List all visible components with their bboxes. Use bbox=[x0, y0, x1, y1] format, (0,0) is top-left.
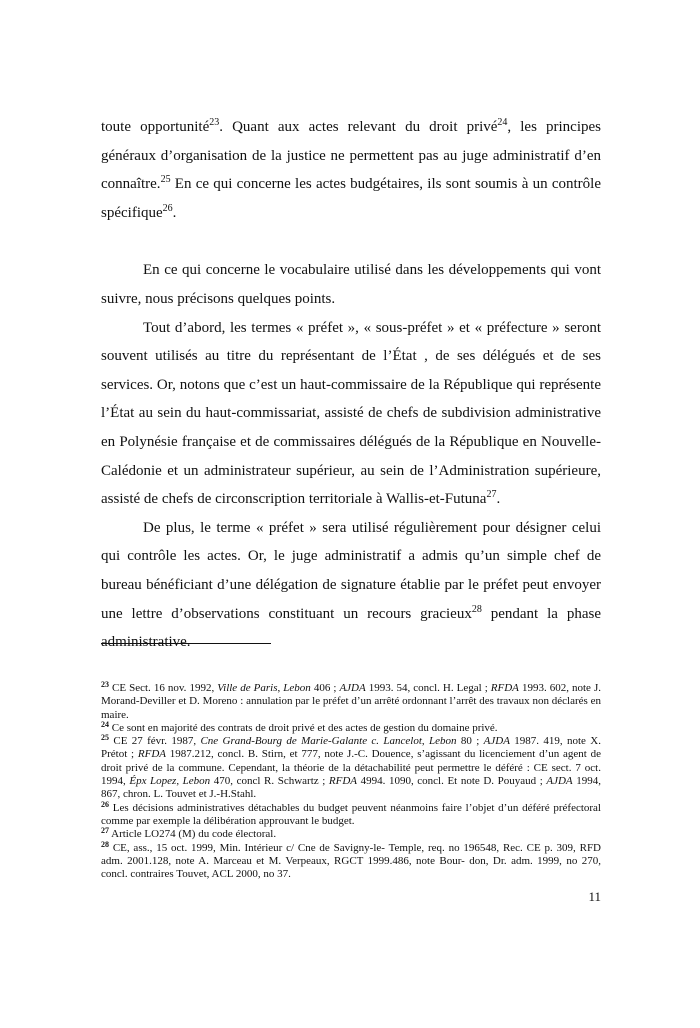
footnote-number: 28 bbox=[101, 839, 109, 849]
main-text bbox=[101, 113, 601, 657]
footnote-ref-25[interactable]: 25 bbox=[160, 174, 171, 186]
footnote-28: $^{28}$ CE, ass., 15 oct. 1999, Min. Intérieur c/ Cne de Savigny-le- Temple, req. no 196548, Rec. CE p. 309, RFD adm. 2001.128, note A. Marceau et M. Verpeaux, RGCT 1999.486, note Bour- don, Dr. adm. 1999, no 270, concl. contraires Touvet, ACL 2000, no 37. bbox=[101, 839, 601, 881]
footnote-number: 26 bbox=[101, 799, 109, 809]
footnote-ref-28[interactable]: 28 bbox=[471, 603, 482, 615]
footnote-number: 27 bbox=[101, 826, 109, 836]
footnote-24: $^{24}$ Ce sont en majorité des contrats de droit privé et des actes de gestion du domaine privé. bbox=[101, 719, 498, 734]
paragraph-4: De plus, le terme « préfet » sera utilisé régulièrement pour désigner celui qui contrôle les actes. Or, le juge administratif a admis qu’un simple chef de bureau bénéficiant d’une délégation de signature établie par le préfet peut envoyer une lettre d’observations constituant un recours gracieux$^{28}$ pendant la phase administrative. bbox=[101, 519, 602, 651]
footnote-25: $^{25}$ CE 27 févr. 1987, Cne Grand-Bourg de Marie-Galante c. Lancelot, Lebon 80 ; AJDA 1987. 419, note X. Prétot ; RFDA 1987.212, concl. B. Stirn, et 777, note J.-C. Douence, s’agissant du licenciement d’un agent de droit privé de la commune. Cependant, la théorie de la détachabilité peut permettre le déféré : CE sect. 7 oct. 1994, Épx Lopez, Lebon 470, concl R. Schwartz ; RFDA 4994. 1090, concl. Et note D. Pouyaud ; AJDA 1994, 867, chron. L. Touvet et J.-H.Stahl. bbox=[101, 733, 601, 801]
page-number: 11 bbox=[588, 889, 601, 904]
footnote-26: $^{26}$ Les décisions administratives détachables du budget peuvent néanmoins faire l’objet d’un déféré préfectoral comme par exemple la délibération approuvant le budget. bbox=[101, 799, 601, 827]
paragraph-2: En ce qui concerne le vocabulaire utilisé dans les développements qui vont suivre, nous précisons quelques points. bbox=[101, 262, 601, 307]
footnote-number: 23 bbox=[101, 680, 109, 689]
footnotes bbox=[101, 682, 601, 881]
footnote-27: $^{27}$ Article LO274 (M) du code électoral. bbox=[101, 826, 277, 841]
footnote-number: 25 bbox=[101, 733, 109, 743]
paragraph-3: Tout d’abord, les termes « préfet », « sous-préfet » et « préfecture » seront souvent utilisés au titre du représentant de l’État , de ses délégués et de ses services. Or, notons que c’est un haut-commissaire de la République qui représente l’État au sein du haut-commissariat, assisté de chefs de subdivision administrative en Polynésie française et de commissaires délégués de la République en Nouvelle-Calédonie et un administrateur supérieur, au sein de l’Administration supérieure, assisté de chefs de circonscription territoriale à Wallis-et-Futuna$^{27}$. bbox=[101, 319, 601, 508]
footnote-ref-24[interactable]: 24 bbox=[497, 117, 508, 128]
footnote-separator bbox=[101, 643, 271, 644]
footnote-ref-23[interactable]: 23 bbox=[209, 117, 220, 128]
footnote-23: $^{23}$ CE Sect. 16 nov. 1992, Ville de Paris, Lebon 406 ; AJDA 1993. 54, concl. H. Legal ; RFDA 1993. 602, note J. Morand-Deviller et D. Moreno : annulation par le préfet d’un arrêté ordonnant l’arrêt des travaux non déclarés en maire. bbox=[101, 680, 602, 721]
footnote-ref-26[interactable]: 26 bbox=[162, 202, 173, 214]
paragraph-1: toute opportunité$^{23}$. Quant aux actes relevant du droit privé$^{24}$, les principes généraux d’organisation de la justice ne permettent pas au juge administratif d’en connaître.$^{25}$ En ce qui concerne les actes budgétaires, ils sont soumis à un contrôle spécifique$^{26}$. bbox=[101, 117, 601, 221]
footnote-ref-27[interactable]: 27 bbox=[486, 489, 497, 501]
footnote-number: 24 bbox=[101, 719, 109, 729]
